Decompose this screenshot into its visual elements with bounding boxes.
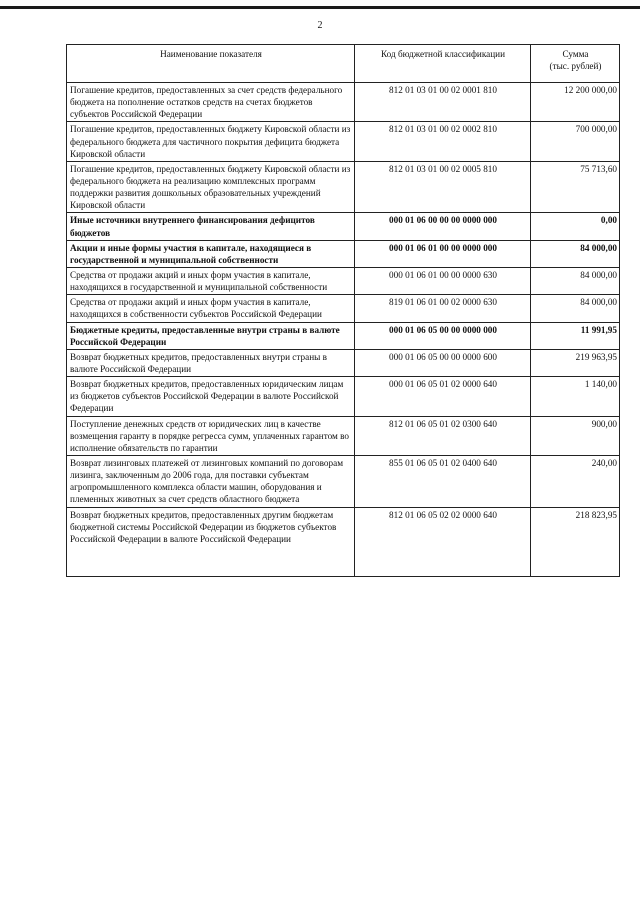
- row-budget-code: 812 01 03 01 00 02 0001 810: [355, 83, 531, 122]
- row-budget-code: 812 01 06 05 02 02 0000 640: [355, 507, 531, 576]
- table-body: [67, 83, 620, 577]
- budget-sources-table: [66, 44, 620, 577]
- table-row: [67, 161, 620, 213]
- row-budget-code: 812 01 03 01 00 02 0005 810: [355, 161, 531, 213]
- row-sum: 219 963,95: [531, 349, 620, 376]
- row-indicator-name: Погашение кредитов, предоставленных бюджету Кировской области из федерального бюджета для частичного покрытия дефицита бюджета Кировской области: [67, 122, 355, 161]
- table-row: [67, 122, 620, 161]
- row-budget-code: 000 01 06 01 00 00 0000 630: [355, 267, 531, 294]
- row-budget-code: 812 01 06 05 01 02 0300 640: [355, 416, 531, 455]
- row-indicator-name: Возврат бюджетных кредитов, предоставленных внутри страны в валюте Российской Федерации: [67, 349, 355, 376]
- table-row: [67, 83, 620, 122]
- row-sum: 900,00: [531, 416, 620, 455]
- table-row: [67, 213, 620, 240]
- row-sum: 240,00: [531, 455, 620, 507]
- row-sum: 11 991,95: [531, 322, 620, 349]
- row-sum: 1 140,00: [531, 377, 620, 416]
- row-sum: 0,00: [531, 213, 620, 240]
- row-budget-code: 000 01 06 00 00 00 0000 000: [355, 213, 531, 240]
- table-row: [67, 377, 620, 416]
- row-budget-code: 000 01 06 05 00 00 0000 600: [355, 349, 531, 376]
- row-indicator-name: Возврат бюджетных кредитов, предоставленных другим бюджетам бюджетной системы Российской Федерации из бюджетов субъектов Российской Федерации в валюте Российской Федерации: [67, 507, 355, 576]
- row-budget-code: 000 01 06 05 01 02 0000 640: [355, 377, 531, 416]
- row-indicator-name: Поступление денежных средств от юридических лиц в качестве возмещения гаранту в порядке регресса сумм, уплаченных гарантом во исполнение обязательств по гарантии: [67, 416, 355, 455]
- row-indicator-name: Возврат бюджетных кредитов, предоставленных юридическим лицам из бюджетов субъектов Российской Федерации в валюте Российской Федерации: [67, 377, 355, 416]
- top-border-rule: [0, 6, 640, 9]
- table-row: [67, 295, 620, 322]
- row-sum: 84 000,00: [531, 240, 620, 267]
- row-sum: 700 000,00: [531, 122, 620, 161]
- table-header-row: [67, 45, 620, 83]
- header-sum: Сумма (тыс. рублей): [531, 45, 620, 83]
- header-indicator-name: Наименование показателя: [67, 45, 355, 83]
- row-sum: 75 713,60: [531, 161, 620, 213]
- table-row: [67, 267, 620, 294]
- table-row: [67, 240, 620, 267]
- table-row: [67, 322, 620, 349]
- table-row: [67, 507, 620, 576]
- row-sum: 12 200 000,00: [531, 83, 620, 122]
- page-number: 2: [317, 20, 323, 31]
- row-indicator-name: Возврат лизинговых платежей от лизинговых компаний по договорам лизинга, заключенным до 2006 года, для поставки субъектам агропромышленного комплекса области машин, оборудования и племенных животных за счет средств областного бюджета: [67, 455, 355, 507]
- table-row: [67, 455, 620, 507]
- row-budget-code: 000 01 06 01 00 00 0000 000: [355, 240, 531, 267]
- row-indicator-name: Бюджетные кредиты, предоставленные внутри страны в валюте Российской Федерации: [67, 322, 355, 349]
- row-budget-code: 812 01 03 01 00 02 0002 810: [355, 122, 531, 161]
- row-indicator-name: Погашение кредитов, предоставленных за счет средств федерального бюджета на пополнение остатков средств на счетах бюджетов субъектов Российской Федерации: [67, 83, 355, 122]
- table-row: [67, 349, 620, 376]
- row-sum: 218 823,95: [531, 507, 620, 576]
- row-indicator-name: Средства от продажи акций и иных форм участия в капитале, находящихся в государственной и муниципальной собственности: [67, 267, 355, 294]
- row-indicator-name: Средства от продажи акций и иных форм участия в капитале, находящихся в собственности субъектов Российской Федерации: [67, 295, 355, 322]
- row-indicator-name: Акции и иные формы участия в капитале, находящиеся в государственной и муниципальной собственности: [67, 240, 355, 267]
- header-budget-code: Код бюджетной классификации: [355, 45, 531, 83]
- row-indicator-name: Иные источники внутреннего финансирования дефицитов бюджетов: [67, 213, 355, 240]
- row-budget-code: 855 01 06 05 01 02 0400 640: [355, 455, 531, 507]
- row-sum: 84 000,00: [531, 295, 620, 322]
- row-indicator-name: Погашение кредитов, предоставленных бюджету Кировской области из федерального бюджета на реализацию комплексных программ поддержки развития дошкольных образовательных учреждений Кировской области: [67, 161, 355, 213]
- row-budget-code: 000 01 06 05 00 00 0000 000: [355, 322, 531, 349]
- table-row: [67, 416, 620, 455]
- row-sum: 84 000,00: [531, 267, 620, 294]
- row-budget-code: 819 01 06 01 00 02 0000 630: [355, 295, 531, 322]
